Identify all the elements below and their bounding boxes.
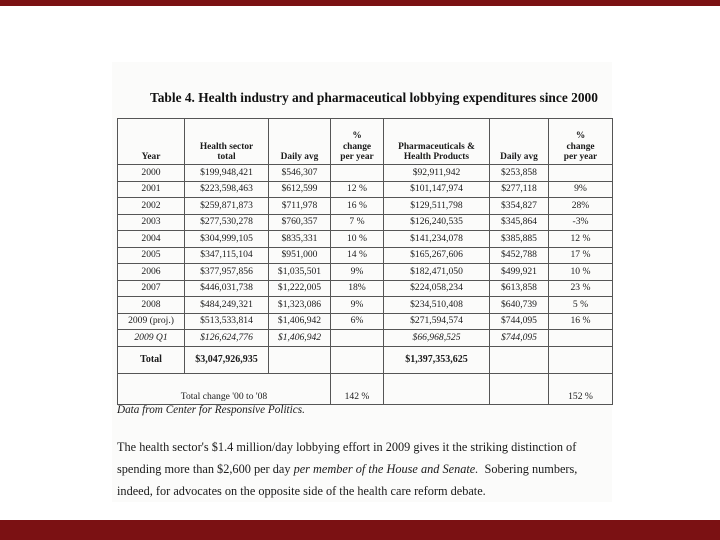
cell-year: 2000 — [118, 165, 185, 182]
cell-health-total: $347,115,104 — [185, 247, 269, 264]
table-row — [118, 264, 613, 281]
cell-health-total: $446,031,738 — [185, 280, 269, 297]
cell-pharma-total: $224,058,234 — [384, 280, 490, 297]
cell-pharma-pct: -3% — [549, 214, 613, 231]
cell-health-total: $277,530,278 — [185, 214, 269, 231]
cell-year: 2004 — [118, 231, 185, 248]
table-row — [118, 247, 613, 264]
header-daily-avg-pharma: Daily avg — [490, 119, 549, 165]
cell-pharma-pct: 23 % — [549, 280, 613, 297]
cell-pharma-total: $92,911,942 — [384, 165, 490, 182]
cell-pharma-daily: $385,885 — [490, 231, 549, 248]
cell-health-pct: 7 % — [331, 214, 384, 231]
header-pct-change-pharma: % change per year — [549, 119, 613, 165]
cell-health-pct: 14 % — [331, 247, 384, 264]
cell-pharma-daily: $499,921 — [490, 264, 549, 281]
cell-pharma-daily: $253,858 — [490, 165, 549, 182]
header-pct-change: % change per year — [331, 119, 384, 165]
table-total-change-row — [118, 373, 613, 404]
cell-pharma-pct: 12 % — [549, 231, 613, 248]
cell-year: 2007 — [118, 280, 185, 297]
cell-health-daily: $546,307 — [269, 165, 331, 182]
cell-pharma-total: $141,234,078 — [384, 231, 490, 248]
table-title: Table 4. Health industry and pharmaceutical lobbying expenditures since 2000 — [150, 90, 598, 105]
cell-pharma-daily: $640,739 — [490, 297, 549, 314]
cell-year: 2002 — [118, 198, 185, 215]
cell-year: 2009 Q1 — [118, 330, 185, 347]
cell-pharma-daily: $744,095 — [490, 313, 549, 330]
cell-pharma-daily: $277,118 — [490, 181, 549, 198]
paragraph-line-1: The health sector's $1.4 million/day lobbying effort in 2009 gives it the striking distinction of — [117, 440, 577, 454]
cell-pharma-pct: 10 % — [549, 264, 613, 281]
cell-total-change-pharma: 152 % — [549, 373, 613, 404]
cell-health-total: $223,598,463 — [185, 181, 269, 198]
cell-pharma-total: $66,968,525 — [384, 330, 490, 347]
table-row — [118, 313, 613, 330]
cell-pharma-daily: $354,827 — [490, 198, 549, 215]
cell-pharma-pct — [549, 330, 613, 347]
paragraph-line-2: spending more than $2,600 per day per member of the House and Senate. Sobering numbers, — [117, 462, 578, 476]
cell-health-pct: 18% — [331, 280, 384, 297]
cell-health-total: $377,957,856 — [185, 264, 269, 281]
source-note: Data from Center for Responsive Politics. — [117, 404, 305, 416]
header-health-total: Health sector total — [185, 119, 269, 165]
cell-health-daily: $1,406,942 — [269, 313, 331, 330]
cell-year: 2006 — [118, 264, 185, 281]
cell-year: 2001 — [118, 181, 185, 198]
table-row — [118, 165, 613, 182]
header-year: Year — [118, 119, 185, 165]
cell-total-change-health: 142 % — [331, 373, 384, 404]
cell-pharma-pct — [549, 165, 613, 182]
cell-pharma-pct: 16 % — [549, 313, 613, 330]
cell-health-pct: 9% — [331, 264, 384, 281]
table-row — [118, 231, 613, 248]
cell-health-total: $259,871,873 — [185, 198, 269, 215]
cell-health-daily: $1,406,942 — [269, 330, 331, 347]
cell-health-daily: $1,222,005 — [269, 280, 331, 297]
cell-pharma-daily: $613,858 — [490, 280, 549, 297]
summary-paragraph — [117, 436, 617, 502]
cell-year: 2003 — [118, 214, 185, 231]
cell-health-total: $126,624,776 — [185, 330, 269, 347]
cell-health-daily: $835,331 — [269, 231, 331, 248]
cell-health-total: $513,533,814 — [185, 313, 269, 330]
cell-year: 2008 — [118, 297, 185, 314]
table-row-q1 — [118, 330, 613, 347]
cell-total-label: Total — [118, 346, 185, 373]
cell-pharma-pct: 28% — [549, 198, 613, 215]
cell-health-daily: $760,357 — [269, 214, 331, 231]
cell-pharma-total: $101,147,974 — [384, 181, 490, 198]
cell-health-pct — [331, 165, 384, 182]
table-row — [118, 214, 613, 231]
cell-pharma-daily: $452,788 — [490, 247, 549, 264]
cell-pharma-total: $165,267,606 — [384, 247, 490, 264]
cell-pharma-total: $182,471,050 — [384, 264, 490, 281]
cell-total-change-label: Total change '00 to '08 — [118, 373, 331, 404]
cell-total-health: $3,047,926,935 — [185, 346, 269, 373]
cell-health-daily: $711,978 — [269, 198, 331, 215]
cell-health-pct: 12 % — [331, 181, 384, 198]
cell-pharma-daily: $744,095 — [490, 330, 549, 347]
cell-health-daily: $1,323,086 — [269, 297, 331, 314]
cell-year: 2005 — [118, 247, 185, 264]
table-header-row — [118, 119, 613, 165]
cell-year: 2009 (proj.) — [118, 313, 185, 330]
cell-health-pct: 10 % — [331, 231, 384, 248]
cell-total-pharma: $1,397,353,625 — [384, 346, 490, 373]
cell-health-pct — [331, 330, 384, 347]
cell-health-daily: $951,000 — [269, 247, 331, 264]
cell-health-total: $304,999,105 — [185, 231, 269, 248]
cell-pharma-pct: 5 % — [549, 297, 613, 314]
top-frame-bar — [0, 0, 720, 6]
cell-health-daily: $1,035,501 — [269, 264, 331, 281]
cell-pharma-total: $126,240,535 — [384, 214, 490, 231]
cell-pharma-daily: $345,864 — [490, 214, 549, 231]
cell-health-total: $484,249,321 — [185, 297, 269, 314]
cell-health-pct: 6% — [331, 313, 384, 330]
paragraph-line-3: indeed, for advocates on the opposite side of the health care reform debate. — [117, 484, 486, 498]
header-pharma: Pharmaceuticals & Health Products — [384, 119, 490, 165]
cell-pharma-total: $271,594,574 — [384, 313, 490, 330]
header-daily-avg: Daily avg — [269, 119, 331, 165]
table-row — [118, 297, 613, 314]
table-row — [118, 280, 613, 297]
table-row — [118, 181, 613, 198]
cell-pharma-total: $129,511,798 — [384, 198, 490, 215]
cell-health-total: $199,948,421 — [185, 165, 269, 182]
cell-health-daily: $612,599 — [269, 181, 331, 198]
cell-health-pct: 16 % — [331, 198, 384, 215]
cell-health-pct: 9% — [331, 297, 384, 314]
cell-pharma-total: $234,510,408 — [384, 297, 490, 314]
table-total-row — [118, 346, 613, 373]
table-row — [118, 198, 613, 215]
bottom-frame-bar — [0, 520, 720, 540]
lobbying-table — [117, 118, 613, 405]
emphasis-text: per member of the House and Senate. — [293, 462, 479, 476]
cell-pharma-pct: 9% — [549, 181, 613, 198]
cell-pharma-pct: 17 % — [549, 247, 613, 264]
